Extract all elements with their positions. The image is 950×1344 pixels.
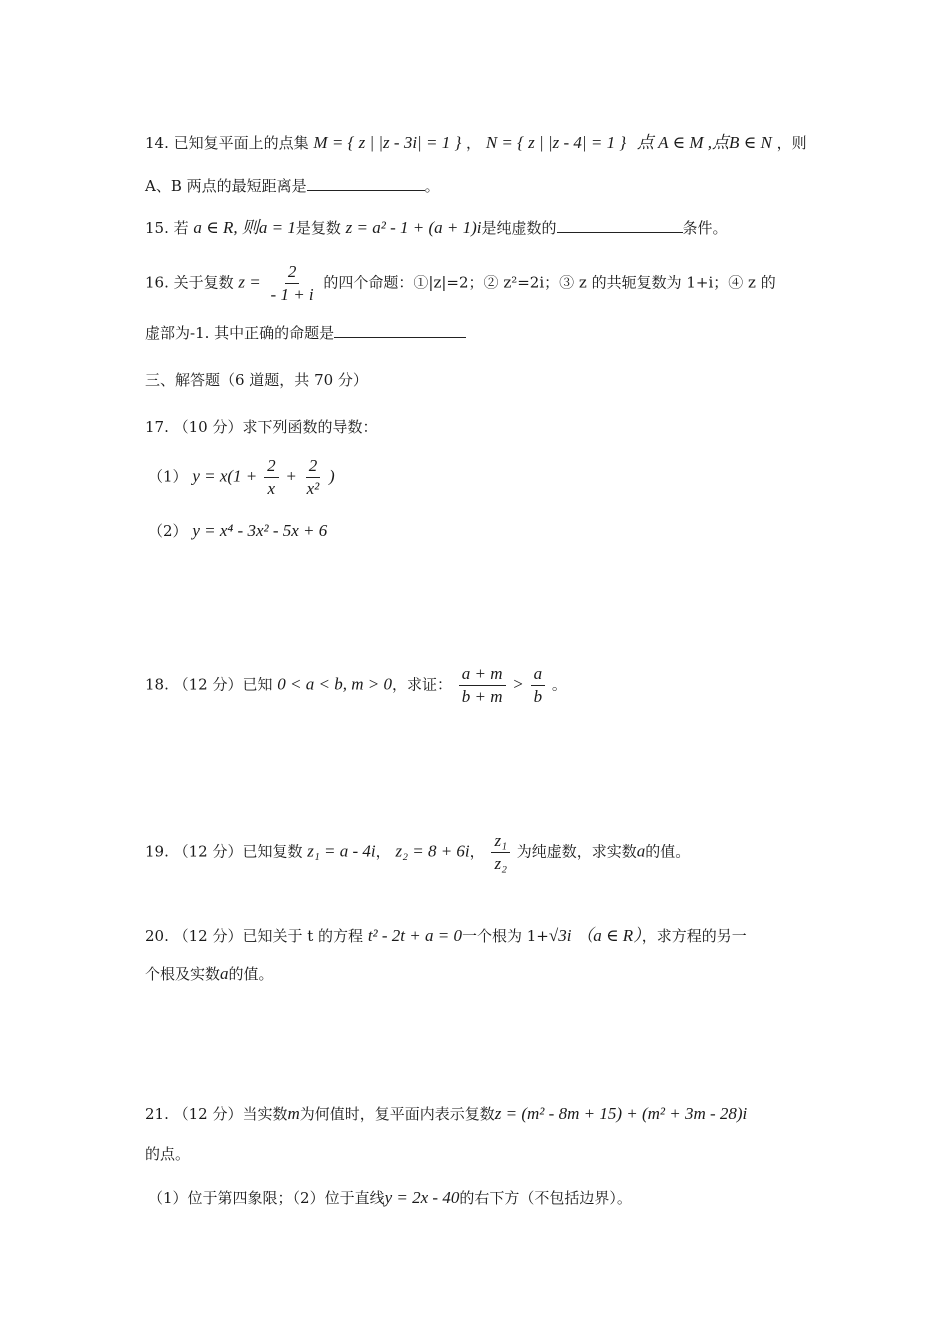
q17-p1-frac2 <box>304 456 323 499</box>
q19-line <box>145 831 690 874</box>
q19-var: a <box>636 841 646 861</box>
q21-line3-a: （1）位于第四象限；（2）位于直线 <box>148 1189 385 1207</box>
q21-expr: z = (m² - 8m + 15) + (m² + 3m - 28)i <box>494 1104 748 1123</box>
q15-mid2: 是纯虚数的 <box>481 219 557 237</box>
q19-prefix: 19. （12 分）已知复数 <box>145 842 303 861</box>
section3-heading: 三、解答题（6 道题，共 70 分） <box>145 371 368 389</box>
q14-line2-end: 。 <box>424 177 440 195</box>
q16-fraction <box>268 262 317 305</box>
q15-answer-blank <box>557 218 683 233</box>
q17-p1-expr: y = x(1 + <box>192 466 258 486</box>
q18-frac1-den: b + m <box>461 687 503 706</box>
q18-line <box>145 664 567 707</box>
q20-root: √3i <box>548 926 572 945</box>
q21-prefix: 21. （12 分）当实数 <box>145 1105 288 1123</box>
q17-p2-label: （2） <box>148 522 188 540</box>
q21-var: m <box>287 1104 300 1123</box>
q18-mid: ，求证： <box>391 675 452 694</box>
q16-frac-num: 2 <box>285 262 300 284</box>
q17-part2 <box>148 521 327 541</box>
q17-part1 <box>148 456 335 499</box>
q21-line1 <box>145 1104 747 1124</box>
q14-prefix: 14. 已知复平面上的点集 <box>145 134 309 152</box>
q14-suffix: ，则 <box>776 134 807 152</box>
q20-var: a <box>220 964 229 983</box>
q19-z2: z₂ = 8 + 6i <box>395 841 470 861</box>
q21-mid: 为何值时，复平面内表示复数 <box>299 1105 495 1123</box>
q19-sep: ， <box>375 842 391 861</box>
q15-mid: 是复数 <box>295 219 341 237</box>
q20-suffix: ，求方程的另一 <box>641 927 747 945</box>
q21-line3-eq: y = 2x - 40 <box>384 1188 460 1207</box>
q20-eq: t² - 2t + a = 0 <box>367 926 462 945</box>
q14-set-m: M = { z | |z - 3i| = 1 } <box>313 133 462 152</box>
q18-prefix: 18. （12 分）已知 <box>145 675 273 694</box>
q17-p1-frac1-den: x <box>267 479 276 498</box>
q19-suffix: 为纯虚数，求实数 <box>516 842 637 861</box>
q16-answer-blank <box>334 323 466 338</box>
q19-z1: z₁ = a - 4i <box>307 841 376 861</box>
q14-line2 <box>145 176 440 196</box>
q20-prefix: 20. （12 分）已知关于 t 的方程 <box>145 927 364 945</box>
q21-line2: 的点。 <box>145 1145 191 1163</box>
q21-line3 <box>148 1188 632 1208</box>
q14-set-n: N = { z | |z - 4| = 1 } <box>485 133 627 152</box>
q14-line2-text: A、B 两点的最短距离是 <box>145 177 307 195</box>
q17-p1-label: （1） <box>148 467 188 486</box>
q16-line2-text: 虚部为-1. 其中正确的命题是 <box>145 324 335 342</box>
q14-answer-blank <box>307 176 425 191</box>
q20-line2-end: 的值。 <box>228 965 274 983</box>
q17-p2-expr: y = x⁴ - 3x² - 5x + 6 <box>192 521 328 540</box>
q20-line1 <box>145 926 747 946</box>
q19-frac-den: z₂ <box>494 854 507 873</box>
q20-line2 <box>145 964 274 984</box>
q20-cond: （a ∈ R） <box>576 926 642 945</box>
q18-frac2 <box>531 664 546 707</box>
q16-line1 <box>145 262 776 305</box>
q18-cond: 0 < a < b, m > 0 <box>277 674 392 694</box>
q16-prefix: 16. 关于复数 <box>145 273 234 292</box>
q17-p1-frac1-num: 2 <box>264 456 279 478</box>
q17-p1-plus: + <box>285 466 297 486</box>
q17-p1-close: ) <box>329 466 335 486</box>
q20-line2-prefix: 个根及实数 <box>145 965 221 983</box>
q16-line2 <box>145 323 466 343</box>
q18-frac2-den: b <box>533 687 543 706</box>
q15-cond: a ∈ R, 则a = 1 <box>193 218 296 237</box>
q17-title: 17. （10 分）求下列函数的导数： <box>145 418 378 436</box>
q16-frac-den: - 1 + i <box>270 285 314 304</box>
q19-frac <box>491 831 510 874</box>
q21-line3-b: 的右下方（不包括边界）。 <box>459 1189 632 1207</box>
q14-sep: ， <box>466 134 482 152</box>
q15-expr: z = a² - 1 + (a + 1)i <box>345 218 482 237</box>
q20-mid: 一个根为 1+ <box>461 927 549 945</box>
q17-p1-frac1 <box>264 456 279 499</box>
q18-end: 。 <box>551 675 567 694</box>
q19-frac-num: z₁ <box>491 831 510 853</box>
q15-suffix: 条件。 <box>682 219 728 237</box>
q14-line1 <box>145 133 807 153</box>
q15-prefix: 15. 若 <box>145 219 189 237</box>
q17-p1-frac2-den: x² <box>306 479 320 498</box>
q18-frac2-num: a <box>531 664 546 686</box>
q16-z-eq: z = <box>238 272 261 292</box>
q18-gt: > <box>512 674 524 694</box>
q15-line <box>145 218 728 238</box>
q19-end: 的值。 <box>645 842 691 861</box>
q18-frac1 <box>459 664 506 707</box>
q18-frac1-num: a + m <box>459 664 506 686</box>
q16-rest: 的四个命题：①|z|=2；② z²=2i；③ z 的共轭复数为 1+i；④ z 的 <box>323 273 776 292</box>
q19-sep2: ， <box>469 842 485 861</box>
q17-p1-frac2-num: 2 <box>306 456 321 478</box>
q14-point-cond: 点 A ∈ M ,点B ∈ N <box>636 133 772 152</box>
